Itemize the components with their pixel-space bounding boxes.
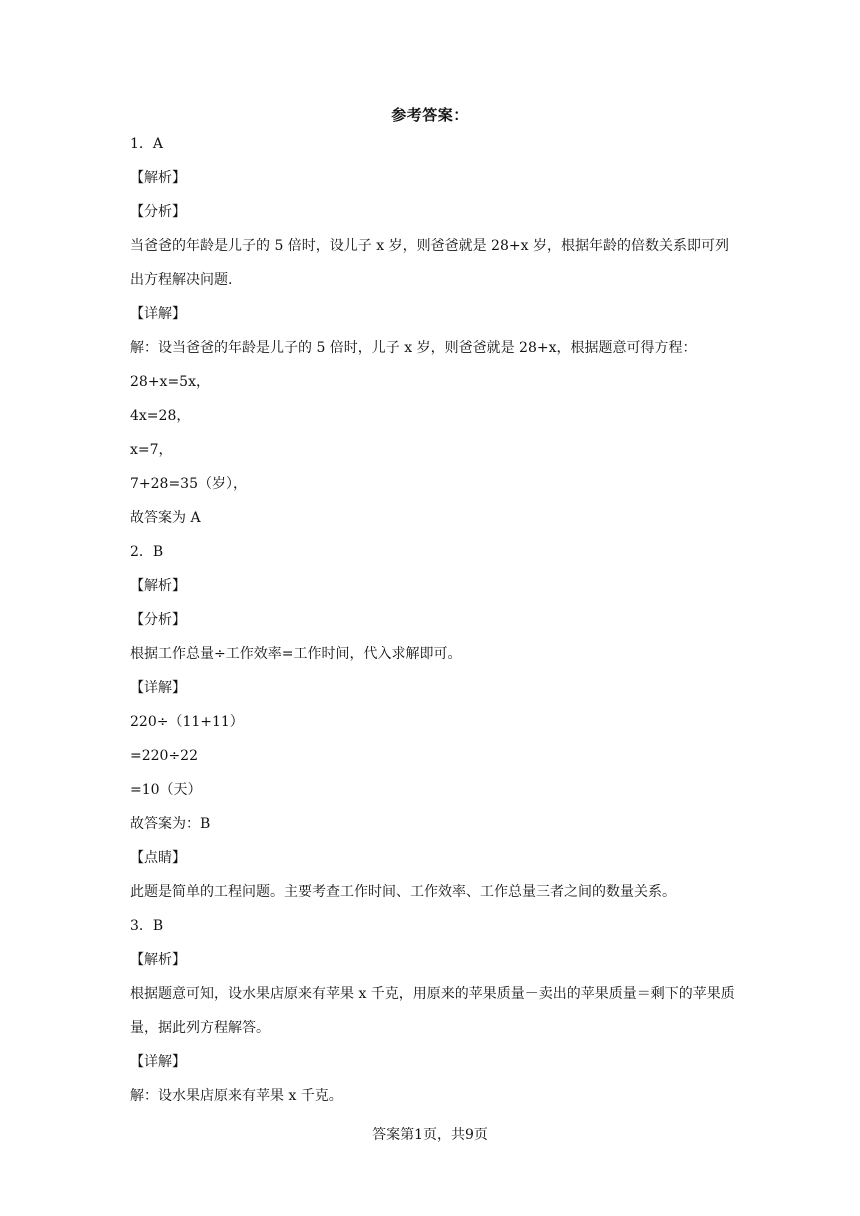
section-label-fenxi: 【分析】: [130, 204, 186, 220]
section-label-jiexi: 【解析】: [130, 952, 186, 968]
section-label-fenxi: 【分析】: [130, 612, 186, 628]
analysis-text: 根据题意可知，设水果店原来有苹果 x 千克，用原来的苹果质量－卖出的苹果质量＝剩下的苹果质量，据此列方程解答。: [130, 986, 735, 1036]
answer-line-q1: 1．A: [130, 136, 164, 152]
section-label-xiangjie: 【详解】: [130, 306, 186, 322]
answer-line-q2: 2．B: [130, 544, 164, 560]
section-label-xiangjie: 【详解】: [130, 1054, 186, 1070]
solution-text: 解：设当爸爸的年龄是儿子的 5 倍时，儿子 x 岁，则爸爸就是 28+x，根据题意可得方程：: [130, 340, 697, 356]
conclusion-line: 故答案为 A: [130, 510, 201, 526]
equation-line: 28+x=5x，: [130, 374, 210, 390]
analysis-text: 根据工作总量÷工作效率=工作时间，代入求解即可。: [130, 646, 462, 662]
equation-line: x=7，: [130, 442, 173, 458]
equation-line: 220÷（11+11）: [130, 714, 244, 730]
equation-line: 4x=28，: [130, 408, 191, 424]
conclusion-line: 故答案为：B: [130, 816, 211, 832]
answer-content: [130, 133, 735, 1119]
section-label-xiangjie: 【详解】: [130, 680, 186, 696]
page-footer: 答案第1页，共9页: [372, 1127, 488, 1143]
analysis-text: 当爸爸的年龄是儿子的 5 倍时，设儿子 x 岁，则爸爸就是 28+x 岁，根据年龄的倍数关系即可列出方程解决问题.: [130, 238, 729, 288]
page-title: 参考答案：: [391, 106, 469, 124]
equation-line: =220÷22: [130, 748, 198, 764]
section-label-dianjing: 【点睛】: [130, 850, 186, 866]
comment-text: 此题是简单的工程问题。主要考查工作时间、工作效率、工作总量三者之间的数量关系。: [130, 884, 676, 900]
section-label-jiexi: 【解析】: [130, 578, 186, 594]
solution-text: 解：设水果店原来有苹果 x 千克。: [130, 1088, 343, 1104]
equation-line: =10（天）: [130, 782, 202, 798]
answer-line-q3: 3．B: [130, 918, 164, 934]
equation-line: 7+28=35（岁），: [130, 476, 247, 492]
section-label-jiexi: 【解析】: [130, 170, 186, 186]
